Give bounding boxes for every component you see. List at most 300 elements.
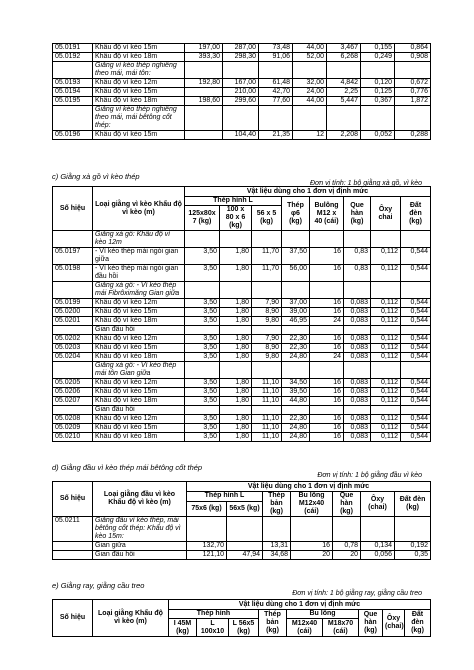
cell-value: 393,30: [185, 53, 223, 62]
cell-value: 0,112: [371, 299, 401, 308]
col-header-c8: Đất đèn (kg): [401, 197, 431, 231]
cell-value: 0,544: [401, 299, 431, 308]
cell-name: Gian đầu hồi: [93, 551, 187, 560]
cell-value: 16: [310, 433, 344, 442]
cell-value: 16: [310, 424, 344, 433]
table-row: [53, 344, 431, 353]
cell-name: Gian đầu hồi: [93, 326, 185, 335]
cell-value: 0,155: [361, 44, 395, 53]
cell-value: 1,80: [220, 388, 252, 397]
cell-value: 56,00: [282, 265, 310, 282]
cell-code: 05.0203: [53, 344, 93, 353]
cell-value: [282, 326, 310, 335]
table-row: [53, 551, 431, 560]
cell-value: [344, 326, 371, 335]
cell-value: 0,083: [344, 308, 371, 317]
unit-note-d: Đơn vị tính: 1 bộ giằng đầu vì kèo: [317, 472, 422, 479]
table-row: [53, 88, 431, 97]
cell-value: [401, 282, 431, 299]
cell-name: Khẩu độ vì kèo 12m: [93, 415, 185, 424]
col-header-c2: 100 x 80 x 6 (kg): [220, 206, 252, 231]
table-row: [53, 131, 431, 140]
cell-value: 3,50: [185, 388, 220, 397]
cell-value: 3,50: [185, 299, 220, 308]
cell-name: - Vì kèo thép mái ngói gian đầu hồi: [93, 265, 185, 282]
cell-value: [361, 106, 395, 131]
cell-value: 1,80: [220, 344, 252, 353]
cell-value: 73,48: [259, 44, 293, 53]
unit-note-c: Đơn vị tính: 1 bộ giằng xà gồ, vì kèo: [309, 180, 422, 187]
table-purlin-bracing: [52, 186, 431, 442]
cell-name: Khẩu độ vì kèo 18m: [93, 53, 185, 62]
cell-value: 3,50: [185, 335, 220, 344]
table-row: [53, 44, 431, 53]
table-row: [53, 299, 431, 308]
cell-value: 1,80: [220, 379, 252, 388]
cell-value: [371, 406, 401, 415]
cell-value: 0,776: [395, 88, 431, 97]
col-header-shape: Thép hình L: [187, 492, 263, 502]
cell-value: 0,35: [395, 551, 431, 560]
table-row: [53, 415, 431, 424]
cell-code: 05.0199: [53, 299, 93, 308]
cell-name: Gian giữa: [93, 542, 187, 551]
col-header-group: Vật liệu dùng cho 1 đơn vị định mức: [187, 482, 431, 492]
col-header-c4: Bu lông M12x40 (cái): [291, 492, 333, 517]
cell-code: [53, 62, 93, 79]
cell-code: [53, 362, 93, 379]
cell-value: 0,112: [371, 248, 401, 265]
cell-value: 0,544: [401, 388, 431, 397]
table-row: [53, 379, 431, 388]
col-header-b2: M18x70 (cái): [323, 619, 359, 637]
cell-value: 0,78: [333, 542, 361, 551]
cell-value: 0,120: [361, 79, 395, 88]
table-row: [53, 282, 431, 299]
cell-name: Khẩu độ vì kèo 18m: [93, 317, 185, 326]
cell-value: 0,544: [401, 265, 431, 282]
cell-value: 3,50: [185, 379, 220, 388]
cell-code: 05.0201: [53, 317, 93, 326]
cell-code: 05.0196: [53, 131, 93, 140]
col-header-c3: 56 x 5 (kg): [252, 206, 282, 231]
cell-value: 37,00: [282, 299, 310, 308]
cell-value: [282, 362, 310, 379]
cell-name: Giằng xà gồ: Khẩu độ vì kèo 12m: [93, 231, 185, 248]
cell-value: [310, 406, 344, 415]
cell-value: 16: [310, 308, 344, 317]
cell-code: 05.0211: [53, 517, 93, 542]
table-row: [53, 79, 431, 88]
cell-value: [401, 326, 431, 335]
cell-value: 1,80: [220, 433, 252, 442]
cell-value: 3,50: [185, 415, 220, 424]
cell-value: 0,083: [344, 353, 371, 362]
cell-name: Khẩu độ vì kèo 15m: [93, 131, 185, 140]
cell-value: [185, 362, 220, 379]
cell-value: 12: [293, 131, 327, 140]
cell-value: [361, 62, 395, 79]
table-row: [53, 326, 431, 335]
cell-code: [53, 282, 93, 299]
table-row: [53, 308, 431, 317]
cell-value: 21,35: [259, 131, 293, 140]
cell-value: [185, 88, 223, 97]
cell-value: 16: [310, 397, 344, 406]
cell-value: [227, 517, 263, 542]
cell-value: 0,672: [395, 79, 431, 88]
cell-value: 0,083: [344, 397, 371, 406]
cell-value: 16: [291, 542, 333, 551]
cell-value: [220, 282, 252, 299]
cell-value: [327, 106, 361, 131]
cell-value: 11,10: [252, 415, 282, 424]
cell-name: Khẩu độ vì kèo 12m: [93, 379, 185, 388]
cell-name: Giằng đầu vì kèo thép, mái bêtông cốt thép: Khẩu độ vì kèo 15m:: [93, 517, 187, 542]
col-header-shape: Thép hình: [169, 610, 259, 619]
cell-value: 11,70: [252, 265, 282, 282]
cell-value: 0,83: [344, 248, 371, 265]
cell-value: [361, 517, 395, 542]
cell-value: 61,48: [259, 79, 293, 88]
cell-value: 24,00: [293, 88, 327, 97]
cell-value: 46,95: [282, 317, 310, 326]
cell-value: 1,80: [220, 265, 252, 282]
cell-value: 132,70: [187, 542, 227, 551]
cell-code: [53, 106, 93, 131]
cell-value: 3,50: [185, 265, 220, 282]
cell-value: 0,192: [395, 542, 431, 551]
col-header-b1: M12x40 (cái): [287, 619, 323, 637]
cell-value: 0,083: [344, 299, 371, 308]
table-row: [53, 106, 431, 131]
cell-value: 0,112: [371, 308, 401, 317]
cell-value: 16: [310, 415, 344, 424]
cell-value: 210,00: [223, 88, 259, 97]
table-row: [53, 265, 431, 282]
cell-value: 299,60: [223, 97, 259, 106]
cell-code: [53, 551, 93, 560]
cell-value: 11,70: [252, 248, 282, 265]
cell-value: 3,50: [185, 353, 220, 362]
cell-name: Khẩu độ vì kèo 18m: [93, 433, 185, 442]
cell-value: [395, 106, 431, 131]
cell-value: [395, 62, 431, 79]
cell-value: 3,50: [185, 308, 220, 317]
cell-value: 0,288: [395, 131, 431, 140]
cell-value: 1,80: [220, 424, 252, 433]
cell-value: [259, 62, 293, 79]
cell-value: [401, 362, 431, 379]
cell-value: 0,112: [371, 397, 401, 406]
cell-code: 05.0198: [53, 265, 93, 282]
table-row: [53, 542, 431, 551]
cell-value: 47,94: [227, 551, 263, 560]
col-header-steel: Thép bản (kg): [259, 610, 287, 637]
cell-value: 44,00: [293, 97, 327, 106]
cell-value: [371, 231, 401, 248]
cell-value: [282, 282, 310, 299]
cell-value: 0,544: [401, 397, 431, 406]
cell-value: 5,447: [327, 97, 361, 106]
cell-value: 0,249: [361, 53, 395, 62]
cell-value: 34,68: [263, 551, 291, 560]
cell-value: 16: [310, 299, 344, 308]
col-header-c7: Đất đèn (kg): [395, 492, 431, 517]
cell-value: 287,00: [223, 44, 259, 53]
cell-name: Khẩu độ vì kèo 12m: [93, 335, 185, 344]
cell-value: 1,872: [395, 97, 431, 106]
col-header-name: Loại giằng vì kèo Khẩu độ vì kèo (m): [93, 187, 185, 231]
cell-value: 32,00: [293, 79, 327, 88]
cell-value: [344, 231, 371, 248]
col-header-c2: 56x5 (kg): [227, 501, 263, 516]
cell-value: 0,083: [344, 344, 371, 353]
cell-value: [263, 517, 291, 542]
cell-value: 4,842: [327, 79, 361, 88]
cell-value: 0,112: [371, 335, 401, 344]
table-row: [53, 317, 431, 326]
table-row: [53, 397, 431, 406]
cell-value: 3,50: [185, 317, 220, 326]
cell-value: 0,544: [401, 317, 431, 326]
section-heading-d: d) Giằng đầu vì kèo thép mái bêtông cốt thép: [52, 463, 203, 472]
cell-value: 11,10: [252, 433, 282, 442]
cell-value: 22,30: [282, 344, 310, 353]
cell-value: 0,112: [371, 433, 401, 442]
table-row: [53, 248, 431, 265]
cell-code: 05.0192: [53, 53, 93, 62]
cell-value: 0,908: [395, 53, 431, 62]
cell-name: Khẩu độ vì kèo 15m: [93, 44, 185, 53]
cell-value: 13,31: [263, 542, 291, 551]
cell-code: 05.0191: [53, 44, 93, 53]
cell-value: 104,40: [223, 131, 259, 140]
col-header-bolt: Bu lông: [287, 610, 359, 619]
col-header-c4: Thép φ6 (kg): [282, 197, 310, 231]
cell-value: 197,00: [185, 44, 223, 53]
cell-value: 0,083: [344, 388, 371, 397]
cell-value: 0,544: [401, 248, 431, 265]
cell-value: 22,30: [282, 335, 310, 344]
cell-value: 0,134: [361, 542, 395, 551]
cell-value: 6,268: [327, 53, 361, 62]
col-header-c1: I 45M (kg): [169, 619, 197, 637]
cell-value: 24: [310, 353, 344, 362]
col-header-group: Vật liệu dùng cho 1 đơn vị định mức: [185, 187, 431, 197]
table-truss-end-bracing: [52, 481, 431, 560]
cell-value: 0,864: [395, 44, 431, 53]
col-header-c7: Ôxy chai: [371, 197, 401, 231]
cell-name: Giằng xà gồ: - Vì kèo thép mái Fibrôximăng Gian giữa: [93, 282, 185, 299]
cell-value: [220, 326, 252, 335]
cell-value: [371, 282, 401, 299]
cell-code: 05.0202: [53, 335, 93, 344]
table-row: [53, 53, 431, 62]
cell-value: 11,10: [252, 379, 282, 388]
cell-code: 05.0200: [53, 308, 93, 317]
cell-value: [185, 131, 223, 140]
cell-value: 0,125: [361, 88, 395, 97]
cell-value: 16: [310, 335, 344, 344]
table-row: [53, 353, 431, 362]
cell-value: 8,90: [252, 344, 282, 353]
col-header-c5: Bulông M12 x 40 (cái): [310, 197, 344, 231]
cell-value: 0,544: [401, 308, 431, 317]
cell-value: [310, 231, 344, 248]
cell-value: 0,544: [401, 379, 431, 388]
table-row: [53, 406, 431, 415]
cell-value: [282, 231, 310, 248]
cell-value: [252, 231, 282, 248]
col-header-c1: 75x6 (kg): [187, 501, 227, 516]
cell-value: 9,80: [252, 317, 282, 326]
col-header-shape: Thép hình L: [185, 197, 282, 206]
cell-value: 0,544: [401, 424, 431, 433]
cell-value: 1,80: [220, 397, 252, 406]
col-header-c8: Đất đèn (kg): [405, 610, 431, 637]
cell-value: 3,50: [185, 344, 220, 353]
cell-value: 2,25: [327, 88, 361, 97]
cell-name: Giằng vì kèo thép nghiêng theo mái, mái bêtông cốt thép:: [93, 106, 185, 131]
cell-value: 8,90: [252, 308, 282, 317]
cell-value: [223, 62, 259, 79]
table-row: [53, 388, 431, 397]
cell-value: 192,80: [185, 79, 223, 88]
cell-value: 9,80: [252, 353, 282, 362]
cell-value: [333, 517, 361, 542]
cell-value: 52,00: [293, 53, 327, 62]
cell-value: [227, 542, 263, 551]
col-header-name: Loại giằng Khẩu độ vì kèo (m): [93, 600, 169, 637]
cell-value: [310, 362, 344, 379]
cell-name: Gian đầu hồi: [93, 406, 185, 415]
col-header-c1: 125x80x 7 (kg): [185, 206, 220, 231]
cell-value: [223, 106, 259, 131]
cell-value: [310, 326, 344, 335]
cell-value: 16: [310, 265, 344, 282]
cell-value: [185, 62, 223, 79]
cell-value: 0,083: [344, 317, 371, 326]
table-row: [53, 433, 431, 442]
col-header-code: Số hiệu: [53, 187, 93, 231]
cell-value: [252, 406, 282, 415]
cell-value: 24,80: [282, 353, 310, 362]
cell-value: 1,80: [220, 299, 252, 308]
cell-code: 05.0197: [53, 248, 93, 265]
col-header-c6: Que hàn (kg): [344, 197, 371, 231]
cell-value: [401, 231, 431, 248]
cell-value: 0,112: [371, 344, 401, 353]
cell-value: [187, 517, 227, 542]
cell-value: 0,112: [371, 388, 401, 397]
cell-name: Khẩu độ vì kèo 12m: [93, 79, 185, 88]
col-header-c3: Thép bản (kg): [263, 492, 291, 517]
cell-value: 121,10: [187, 551, 227, 560]
cell-code: 05.0207: [53, 397, 93, 406]
col-header-name: Loại giằng đầu vì kèo Khẩu độ vì kèo (m): [93, 482, 187, 517]
cell-value: [344, 362, 371, 379]
cell-value: 0,367: [361, 97, 395, 106]
section-heading-e: e) Giằng ray, giằng cầu treo: [52, 581, 145, 590]
cell-value: 0,112: [371, 379, 401, 388]
cell-name: Khẩu độ vì kèo 12m: [93, 299, 185, 308]
cell-value: [401, 406, 431, 415]
cell-value: 39,50: [282, 388, 310, 397]
cell-value: 1,80: [220, 248, 252, 265]
table-row: [53, 335, 431, 344]
cell-value: 42,70: [259, 88, 293, 97]
cell-value: [293, 62, 327, 79]
cell-name: Khẩu độ vì kèo 15m: [93, 344, 185, 353]
cell-value: [327, 62, 361, 79]
cell-name: Khẩu độ vì kèo 18m: [93, 353, 185, 362]
cell-value: 0,544: [401, 335, 431, 344]
cell-value: [252, 326, 282, 335]
cell-value: 7,90: [252, 335, 282, 344]
cell-value: [395, 517, 431, 542]
cell-value: 44,80: [282, 397, 310, 406]
cell-code: 05.0209: [53, 424, 93, 433]
cell-value: 16: [310, 248, 344, 265]
cell-value: 0,83: [344, 265, 371, 282]
table-row: [53, 231, 431, 248]
cell-value: [344, 282, 371, 299]
cell-value: 3,467: [327, 44, 361, 53]
cell-value: [185, 282, 220, 299]
cell-value: 37,50: [282, 248, 310, 265]
cell-value: 0,112: [371, 415, 401, 424]
cell-code: [53, 231, 93, 248]
cell-value: 0,112: [371, 424, 401, 433]
cell-value: 44,00: [293, 44, 327, 53]
cell-code: 05.0208: [53, 415, 93, 424]
col-header-code: Số hiệu: [53, 482, 93, 517]
cell-code: 05.0193: [53, 79, 93, 88]
cell-code: 05.0204: [53, 353, 93, 362]
table-rail-bracing: [52, 599, 431, 637]
cell-code: 05.0205: [53, 379, 93, 388]
cell-name: Khẩu độ vì kèo 15m: [93, 388, 185, 397]
cell-value: [252, 282, 282, 299]
cell-value: 0,544: [401, 344, 431, 353]
table-row: [53, 362, 431, 379]
cell-value: 39,00: [282, 308, 310, 317]
cell-value: 0,544: [401, 433, 431, 442]
cell-code: 05.0210: [53, 433, 93, 442]
cell-name: Khẩu độ vì kèo 18m: [93, 397, 185, 406]
cell-code: 05.0206: [53, 388, 93, 397]
cell-value: [220, 231, 252, 248]
cell-value: 0,083: [344, 335, 371, 344]
cell-value: 2,208: [327, 131, 361, 140]
cell-value: 3,50: [185, 397, 220, 406]
col-header-c3: L 56x5 (kg): [229, 619, 259, 637]
col-header-c2: L 100x10: [197, 619, 229, 637]
cell-name: - Vì kèo thép mái ngói gian giữa: [93, 248, 185, 265]
cell-value: 20: [291, 551, 333, 560]
cell-code: 05.0195: [53, 97, 93, 106]
cell-value: 24,80: [282, 433, 310, 442]
cell-value: 77,60: [259, 97, 293, 106]
table-bracing-continued: [52, 43, 431, 140]
cell-name: Giằng vì kèo thép nghiêng theo mái, mái tôn:: [93, 62, 185, 79]
table-row: [53, 62, 431, 79]
cell-value: 0,056: [361, 551, 395, 560]
cell-value: [371, 362, 401, 379]
cell-value: 34,50: [282, 379, 310, 388]
cell-code: [53, 406, 93, 415]
